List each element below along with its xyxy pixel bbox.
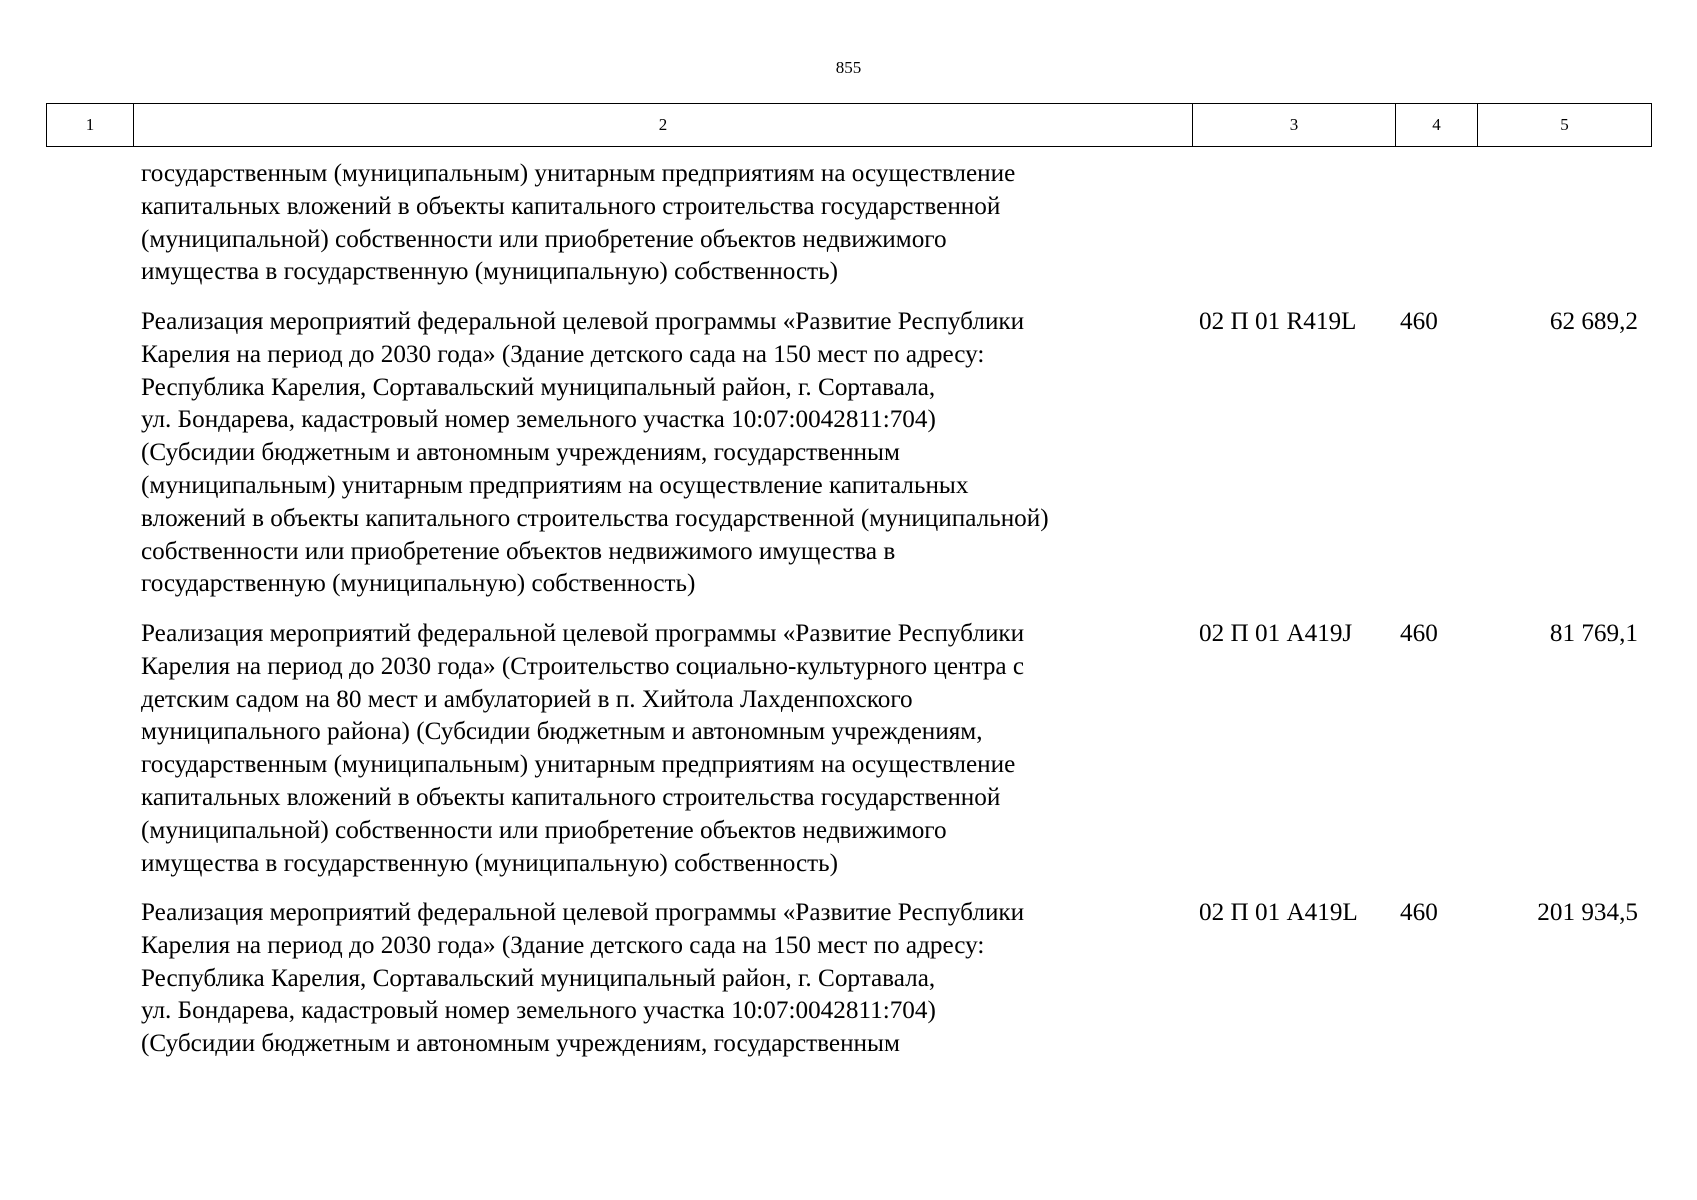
row-amount: 62 689,2 (1549, 308, 1638, 335)
row-code: 02 П 01 R419L (1199, 308, 1357, 335)
header-col-1: 1 (47, 104, 134, 147)
row-description: Реализация мероприятий федеральной целевой программы «Развитие Республики Карелия на период до 2030 года» (Здание детского сада на 150 мест по адресу: Республика Карелия, Сортавальский муниципальный район, г. Сортавала, ул. Бондарева, кадастровый номер земельного участка 10:07:0042811:704) (Субсидии бюджетным и автономным учреждениям, государственным (141, 899, 1025, 1058)
row-expense-type: 460 (1400, 308, 1438, 335)
row-description: государственным (муниципальным) унитарным предприятиям на осуществление капитальных вложений в объекты капитального строительства государственной (муниципальной) собственности или приобретение объектов недвижимого имущества в государственную (муниципальную) собственность) (141, 160, 1016, 286)
row-amount: 81 769,1 (1549, 620, 1638, 647)
row-expense-type: 460 (1400, 899, 1438, 926)
row-amount: 201 934,5 (1537, 899, 1638, 926)
header-col-5: 5 (1478, 104, 1652, 147)
row-description: Реализация мероприятий федеральной целевой программы «Развитие Республики Карелия на период до 2030 года» (Здание детского сада на 150 мест по адресу: Республика Карелия, Сортавальский муниципальный район, г. Сортавала, ул. Бондарева, кадастровый номер земельного участка 10:07:0042811:704) (Субсидии бюджетным и автономным учреждениям, государственным (муниципальным) унитарным предприятиям на осуществление капитальных вложений в объекты капитального строительства государственной (муниципальной) собственности или приобретение объектов недвижимого имущества в государственную (муниципальную) собственность) (141, 308, 1049, 598)
row-expense-type: 460 (1400, 620, 1438, 647)
header-col-3: 3 (1193, 104, 1396, 147)
header-col-4: 4 (1396, 104, 1478, 147)
row-code: 02 П 01 A419L (1199, 899, 1358, 926)
row-code: 02 П 01 A419J (1199, 620, 1353, 647)
header-row (47, 104, 1652, 147)
column-number-header (46, 103, 1652, 147)
header-col-2: 2 (134, 104, 1193, 147)
page-number: 855 (835, 58, 862, 77)
row-description: Реализация мероприятий федеральной целевой программы «Развитие Республики Карелия на период до 2030 года» (Строительство социально-культурного центра с детским садом на 80 мест и амбулаторией в п. Хийтола Лахденпохского муниципального района) (Субсидии бюджетным и автономным учреждениям, государственным (муниципальным) унитарным предприятиям на осуществление капитальных вложений в объекты капитального строительства государственной (муниципальной) собственности или приобретение объектов недвижимого имущества в государственную (муниципальную) собственность) (141, 620, 1025, 877)
